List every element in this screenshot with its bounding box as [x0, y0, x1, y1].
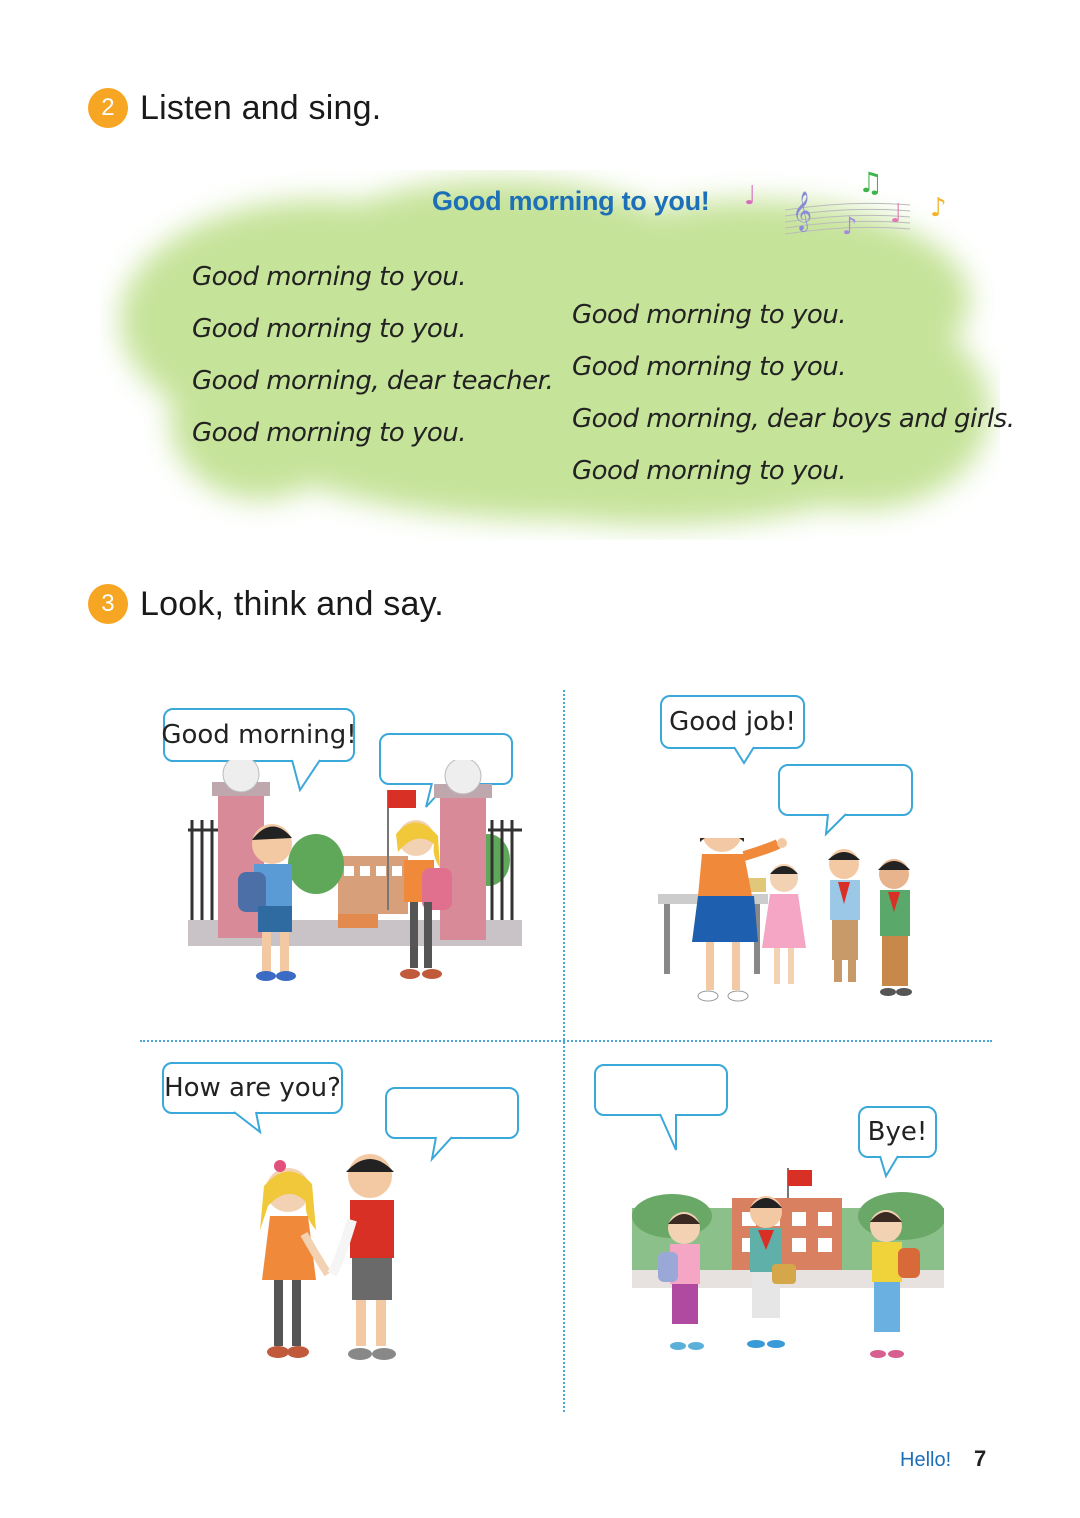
song-verse-1	[192, 262, 553, 470]
svg-text:♪: ♪	[930, 193, 947, 223]
speech-bubble-good-job: Good job!	[660, 695, 805, 749]
speech-bubble-tail	[730, 745, 760, 767]
speech-bubble-tail	[656, 1112, 686, 1154]
song-line: Good morning, dear teacher.	[192, 366, 554, 396]
speech-bubble-tail	[822, 812, 852, 838]
section-title: Look, think and say.	[140, 584, 444, 623]
svg-text:♩: ♩	[744, 181, 757, 211]
vertical-dotted-divider	[563, 690, 565, 1412]
empty-speech-bubble[interactable]	[594, 1064, 728, 1116]
song-line: Good morning to you.	[572, 300, 847, 330]
section-number-badge: 3	[88, 584, 128, 624]
music-notes-decoration	[740, 160, 960, 250]
school-gate-greeting-scene	[188, 760, 522, 1000]
empty-speech-bubble[interactable]	[385, 1087, 519, 1139]
children-saying-goodbye-scene	[632, 1168, 944, 1372]
song-line: Good morning, dear boys and girls.	[572, 404, 1015, 434]
song-title: Good morning to you!	[432, 186, 710, 216]
svg-text:♪: ♪	[842, 212, 858, 240]
section-heading-look-think-say	[88, 584, 444, 624]
section-number-badge: 2	[88, 88, 128, 128]
speech-bubble-tail	[230, 1110, 270, 1136]
children-shaking-hands-scene	[240, 1150, 420, 1390]
page-number: 7	[974, 1446, 987, 1471]
svg-text:♫: ♫	[858, 166, 884, 199]
song-line: Good morning to you.	[572, 352, 847, 382]
svg-text:𝄞: 𝄞	[792, 191, 813, 231]
speech-bubble-tail	[428, 1135, 458, 1163]
speech-bubble-good-morning: Good morning!	[163, 708, 355, 762]
section-title: Listen and sing.	[140, 88, 382, 127]
song-line: Good morning to you.	[572, 456, 847, 486]
empty-speech-bubble[interactable]	[778, 764, 913, 816]
svg-text:♩: ♩	[890, 199, 903, 229]
section-heading-listen-and-sing	[88, 88, 381, 128]
song-line: Good morning to you.	[192, 418, 467, 448]
teacher-praising-students-scene	[658, 838, 918, 1018]
song-line: Good morning to you.	[192, 262, 467, 292]
song-line: Good morning to you.	[192, 314, 467, 344]
footer-unit-title: Hello!	[900, 1449, 952, 1471]
speech-bubble-bye: Bye!	[858, 1106, 937, 1158]
horizontal-dotted-divider	[140, 1040, 992, 1042]
speech-bubble-how-are-you: How are you?	[162, 1062, 343, 1114]
song-verse-2	[572, 300, 1015, 508]
